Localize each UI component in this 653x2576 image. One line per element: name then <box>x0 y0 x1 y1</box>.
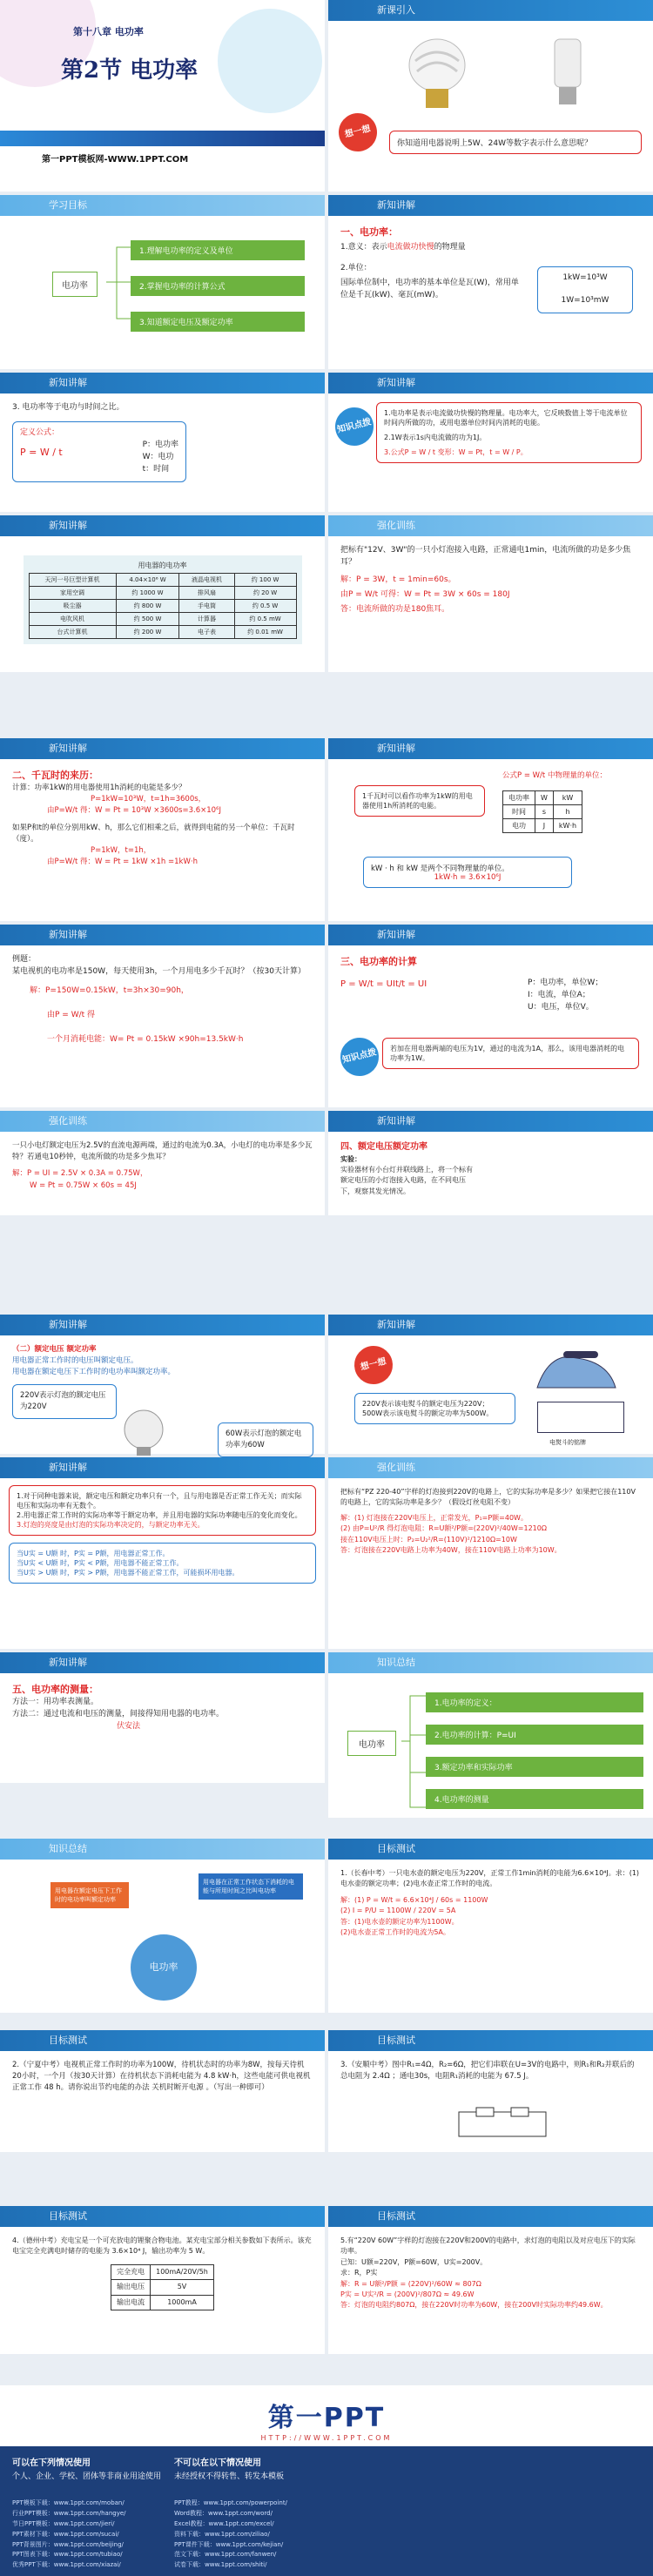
think-badge: 想一想 <box>334 109 380 155</box>
footer-link[interactable]: 节日PPT模板：www.1ppt.com/jieri/ <box>12 2519 115 2527</box>
footer-link[interactable]: Word教程：www.1ppt.com/word/ <box>174 2509 273 2517</box>
sol-2: W = Pt = 0.75W × 60s = 45J <box>30 1180 137 1190</box>
slide-rated <box>328 1111 653 1215</box>
slide-kwh <box>0 738 325 921</box>
table-cell: 输出电压 <box>111 2280 151 2295</box>
slide-summary-2 <box>0 1839 325 2013</box>
slide-measure <box>0 1652 325 1783</box>
slide-header: 学习目标 <box>0 195 325 216</box>
goal-item: 2.掌握电功率的计算公式 <box>131 276 305 296</box>
footer-link[interactable]: Excel教程：www.1ppt.com/excel/ <box>174 2519 274 2527</box>
summary-right: 用电器在正常工作状态下消耗的电能与所用时间之比叫电功率 <box>199 1873 303 1900</box>
slide-header: 知识总结 <box>328 1652 653 1673</box>
table-cell: W <box>535 791 554 805</box>
summary-center: 电功率 <box>347 1731 396 1756</box>
method-1: 方法一：用功率表测量。 <box>12 1698 99 1707</box>
footer-col1-text: 个人、企业、学校、团体等非商业用途使用 <box>12 2472 162 2481</box>
var-p: P：电功率，单位W； <box>528 979 603 988</box>
slide-calc <box>328 925 653 1107</box>
question: 4.（德州中考）充电宝是一个可充放电的锂聚合物电池。某充电宝部分相关参数如下表所示。该充电宝完全充满电时储存的电能为 3.6×10⁴ J，输出功率为 5 W。 <box>12 2236 312 2256</box>
method-3: 伏安法 <box>117 1721 141 1731</box>
find: 求：R，P实 <box>340 2269 378 2277</box>
answer: 答：灯泡的电阻约807Ω，接在220V时功率为60W，接在200V时实际功率约49.6W。 <box>340 2301 608 2310</box>
slide-header: 目标测试 <box>328 2030 653 2051</box>
answer: 答：电流所做的功是180焦耳。 <box>340 604 450 614</box>
units-title: 公式P = W/t 中物理量的单位： <box>502 771 607 780</box>
table-cell: 电功 <box>503 819 535 833</box>
slide-header: 目标测试 <box>328 2206 653 2227</box>
kwh-diff: kW · h 和 kW 是两个不同物理量的单位。 <box>371 864 509 873</box>
example-b: 由P = W/t 得 <box>47 1010 96 1019</box>
sol-1: 解：(1) 灯泡接在220V电压上，正常发光，P₁=P额=40W。 <box>340 1513 528 1522</box>
formula-label: 定义公式： <box>20 427 60 437</box>
table-cell: 约 1000 W <box>116 587 179 600</box>
table-cell: kW <box>553 791 582 805</box>
question: 把标有"12V、3W"的一只小灯泡接入电路，正常通电1min，电流所做的功是多少焦耳？ <box>340 546 631 567</box>
calc-c: 如果P和t的单位分别用kW、h，那么它们相乘之后，就得到电能的另一个单位：千瓦时（度）。 <box>12 823 295 844</box>
rule-3: 当U实 > U额 时，P实 > P额，用电器不能正常工作，可能损坏用电器。 <box>17 1569 239 1577</box>
slide-actual-power <box>0 1457 325 1649</box>
calc-d: P=1kW，t=1h， <box>91 845 151 855</box>
slide-exercise-2 <box>0 1111 325 1215</box>
footer-link[interactable]: PPT图表下载：www.1ppt.com/tubiao/ <box>12 2551 123 2559</box>
rated-voltage-note: 220V表示灯泡的额定电压为220V <box>12 1384 117 1419</box>
slide-header: 强化训练 <box>0 1111 325 1132</box>
slide-header: 新知讲解 <box>328 1315 653 1335</box>
bracket-lines <box>106 240 132 336</box>
table-cell: 电吹风机 <box>29 613 116 626</box>
summary-center: 电功率 <box>131 1934 197 2001</box>
table-row <box>503 791 582 805</box>
table-cell: 吸尘器 <box>29 600 116 613</box>
goals-center: 电功率 <box>52 272 98 297</box>
footer-link[interactable]: 试卷下载：www.1ppt.com/shiti/ <box>174 2561 267 2569</box>
bulb-icon <box>537 35 598 118</box>
slide-power-table <box>0 515 325 672</box>
footer-link[interactable]: 范文下载：www.1ppt.com/fanwen/ <box>174 2551 277 2559</box>
rated-2: 用电器在额定电压下工作时的电功率叫额定功率。 <box>12 1368 176 1377</box>
sol-label: 解： <box>340 575 357 584</box>
slide-test-1 <box>328 1839 653 2013</box>
slide-header: 新知讲解 <box>0 738 325 759</box>
slide-units <box>328 738 653 921</box>
sol-1: 解：R = U额²/P额 = (220V)²/60W ≈ 807Ω <box>340 2279 481 2288</box>
table-cell: h <box>553 805 582 819</box>
battery-table <box>111 2264 214 2310</box>
footer-links-1 <box>12 2499 126 2571</box>
table-row <box>29 600 296 613</box>
var-u: U：电压，单位V。 <box>528 1002 594 1012</box>
slide-header: 新知讲解 <box>328 738 653 759</box>
calc-e: 由P=W/t 得：W = Pt = 1kW ×1h =1kW·h <box>47 858 198 867</box>
table-cell: 约 100 W <box>234 574 296 587</box>
question: 2.（宁夏中考）电视机正常工作时的功率为100W，待机状态时的功率为8W，按每天待机20小时，一个月（按30天计算）在待机状态下消耗电能为 4.8 kW·h，这些电能可供电视机正常工作 48 h。请你说出节约电能的办法 关机时断开电源 。（写出一种即可） <box>12 2061 311 2093</box>
footer-link[interactable]: PPT素材下载：www.1ppt.com/sucai/ <box>12 2530 119 2538</box>
sol-1: 解：(1) P = W/t = 6.6×10⁴J / 60s = 1100W <box>340 1895 488 1904</box>
footer <box>0 2403 653 2576</box>
table-cell: 4.04×10⁶ W <box>116 574 179 587</box>
table-row <box>111 2295 214 2310</box>
var-w: W：电功 <box>142 452 174 461</box>
table-title: 用电器的电功率 <box>138 562 187 569</box>
calc-formula: P = W/t = UIt/t = UI <box>340 979 427 990</box>
table-row <box>503 805 582 819</box>
kwh-note: 1千瓦时可以看作功率为1kW的用电器使用1h所消耗的电能。 <box>354 785 485 817</box>
tip-2: 2.1W表示1s内电流做的功为1J。 <box>384 434 487 441</box>
footer-col2-head: 不可以在以下情况使用 <box>174 2458 261 2468</box>
table-row <box>29 574 296 587</box>
formula-intro: 3. 电功率等于电功与时间之比。 <box>12 403 125 412</box>
slide-intro <box>328 0 653 192</box>
iron-power: 500W表示该电熨斗的额定功率为500W。 <box>362 1409 494 1417</box>
summary-left: 用电器在额定电压下工作时的电功率叫额定功率 <box>50 1882 129 1908</box>
table-row <box>111 2264 214 2279</box>
point-2: 2.用电器正常工作时的实际功率等于额定功率，并且用电器的实际功率随电压的变化而变化。 <box>17 1511 302 1519</box>
tip-1: 1.电功率是表示电流做功快慢的物理量。电功率大，它反映数值上等于电流单位时间内所做的功，或用电器单位时间内消耗的电能。 <box>384 409 628 427</box>
summary-item: 4.电功率的测量 <box>426 1789 643 1809</box>
table-cell: 完全充电 <box>111 2264 151 2279</box>
answer-1: 答：(1)电水壶的额定功率为1100W。 <box>340 1917 459 1926</box>
bulb-icon <box>113 1405 174 1457</box>
def-prefix: 1.意义：表示 <box>340 243 387 252</box>
table-row <box>111 2280 214 2295</box>
table-cell: 约 20 W <box>234 587 296 600</box>
summary-item: 2.电功率的计算：P=UI <box>426 1725 643 1745</box>
var-p: P：电功率 <box>142 440 178 449</box>
think-badge: 想一想 <box>350 1342 396 1388</box>
slide-header: 目标测试 <box>0 2030 325 2051</box>
footer-link[interactable]: 优秀PPT下载：www.1ppt.com/xiazai/ <box>12 2561 121 2569</box>
power-table <box>29 573 297 639</box>
table-cell: 时间 <box>503 805 535 819</box>
kwh-conv: 1kW·h = 3.6×10⁶J <box>434 873 502 882</box>
sol-1: P = 3W，t = 1min=60s。 <box>356 575 456 584</box>
title-band <box>0 131 325 146</box>
slide-header: 目标测试 <box>328 1839 653 1860</box>
iron-voltage: 220V表示该电熨斗的额定电压为220V； <box>362 1400 489 1408</box>
unit-text: 国际单位制中，电功率的基本单位是瓦(W)，常用单位是千瓦(kW)、毫瓦(mW)。 <box>340 278 519 299</box>
question: 5.有“220V 60W”字样的灯泡接在220V和200V的电路中，求灯泡的电阻以及对应电压下的实际功率。 <box>340 2236 636 2256</box>
table-cell: 100mA/20V/5h <box>151 2264 214 2279</box>
table-cell: 计算器 <box>179 613 234 626</box>
question: 3.（安顺中考）图中R₁=4Ω，R₂=6Ω，把它们串联在U=3V的电路中，则R₁和R₂并联后的总电阻为 2.4Ω ；通电30s，电阻R₁消耗的电能为 67.5 J。 <box>340 2061 635 2082</box>
slide-exercise-1 <box>328 515 653 672</box>
tip-badge: 知识点拨 <box>336 1033 382 1079</box>
page-title: 第2节 电功率 <box>61 57 199 84</box>
example-a: 解：P=150W=0.15kW，t=3h×30=90h， <box>30 985 189 995</box>
table-cell: 排风扇 <box>179 587 234 600</box>
conv-1: 1kW=10³W <box>562 273 608 282</box>
calc-b: 由P=W/t 得：W = Pt = 10³W ×3600s=3.6×10⁶J <box>47 806 221 816</box>
slide-header: 目标测试 <box>0 2206 325 2227</box>
slide-definition <box>328 195 653 369</box>
slide-header: 新知讲解 <box>328 373 653 393</box>
method-2: 方法二：通过电流和电压的测量，间接得知用电器的电功率。 <box>12 1709 225 1718</box>
units-table <box>502 790 582 833</box>
section-title: 一、电功率： <box>340 226 398 238</box>
table-cell: 输出电流 <box>111 2295 151 2310</box>
rule-1: 当U实 = U额 时，P实 = P额，用电器正常工作。 <box>17 1550 170 1557</box>
point-3: 3.灯泡的亮度是由灯泡的实际功率决定的，与额定功率无关。 <box>17 1521 205 1529</box>
slide-summary-1 <box>328 1652 653 1818</box>
calc-q: 计算：功率1kW的用电器使用1h消耗的电能是多少？ <box>12 784 186 793</box>
tip-3: 3.公式P = W / t 变形：W = Pt，t = W / P。 <box>384 448 528 456</box>
footer-logo <box>0 2385 653 2446</box>
slide-header: 新知讲解 <box>328 925 653 945</box>
point-1: 1.对于同种电器来说，额定电压和额定功率只有一个，且与用电器是否正常工作无关；而实际电压和实际功率有无数个。 <box>17 1492 302 1510</box>
sol-3: 接在110V电压上时：P₂=U₂²/R=(110V)²/1210Ω=10W <box>340 1535 517 1544</box>
intro-question: 你知道用电器说明上5W、24W等数字表示什么意思呢？ <box>389 131 642 154</box>
slide-exercise-3 <box>328 1457 653 1649</box>
table-cell: 手电筒 <box>179 600 234 613</box>
def-suffix: 的物理量 <box>434 243 466 252</box>
footer-link[interactable]: 行业PPT模板：www.1ppt.com/hangye/ <box>12 2509 126 2517</box>
table-cell: 约 0.5 W <box>234 600 296 613</box>
sol-2: 由P = W/t 可得：W = Pt = 3W × 60s = 180J <box>340 589 510 599</box>
site-label: 第一PPT模板网-WWW.1PPT.COM <box>42 155 189 165</box>
table-cell: 家用空调 <box>29 587 116 600</box>
slide-header: 新知讲解 <box>0 373 325 393</box>
footer-link[interactable]: PPT课件下载：www.1ppt.com/kejian/ <box>174 2540 284 2548</box>
slide-iron <box>328 1315 653 1454</box>
table-row <box>503 819 582 833</box>
logo-text: 第一PPT <box>267 2403 386 2433</box>
goal-item: 3.知道额定电压及额定功率 <box>131 312 305 332</box>
answer: 答：灯泡接在220V电路上功率为40W，接在110V电路上功率为10W。 <box>340 1545 562 1554</box>
table-cell: 约 500 W <box>116 613 179 626</box>
iron-icon <box>528 1344 624 1396</box>
nameplate <box>537 1402 624 1433</box>
question: 1.（长春中考）一只电水壶的额定电压为220V，正常工作1min消耗的电能为6.6×10⁴J。求：(1)电水壶的额定功率；(2)电水壶正常工作时的电流。 <box>340 1869 640 1888</box>
footer-col1-head: 可以在下列情况使用 <box>12 2458 91 2468</box>
table-cell: s <box>535 805 554 819</box>
unit-label: 2.单位： <box>340 263 372 272</box>
section-title: 三、电功率的计算 <box>340 956 417 967</box>
footer-col2-text: 未经授权不得转售、转发本模板 <box>174 2472 285 2481</box>
nameplate-caption: 电熨斗的铭牌 <box>549 1439 586 1446</box>
exp-label: 实验： <box>340 1154 361 1163</box>
conv-2: 1W=10³mW <box>561 295 609 305</box>
slide-header: 强化训练 <box>328 1457 653 1478</box>
def-red: 电流做功快慢 <box>387 243 434 252</box>
question: 把标有“PZ 220-40”字样的灯泡接到220V的电路上，它的实际功率是多少？如果把它接在110V的电路上，它的实际功率是多少？（假设灯丝电阻不变） <box>340 1488 636 1507</box>
sol-2: (2) I = P/U = 1100W / 220V = 5A <box>340 1907 456 1915</box>
var-t: t：时间 <box>142 464 170 474</box>
table-cell: 台式计算机 <box>29 626 116 639</box>
slide-header: 新课引入 <box>328 0 653 21</box>
summary-item: 1.电功率的定义： <box>426 1692 643 1712</box>
tip-badge: 知识点拨 <box>331 403 377 449</box>
table-cell: kW·h <box>553 819 582 833</box>
slide-header: 知识总结 <box>0 1839 325 1860</box>
slide-test-4 <box>0 2206 325 2354</box>
table-cell: 液晶电视机 <box>179 574 234 587</box>
var-i: I：电流，单位A； <box>528 990 590 999</box>
table-cell: 天河一号巨型计算机 <box>29 574 116 587</box>
table-row <box>29 613 296 626</box>
table-cell: 电功率 <box>503 791 535 805</box>
slide-header: 新知讲解 <box>0 925 325 945</box>
rated-1: 用电器正常工作时的电压叫额定电压。 <box>12 1356 138 1366</box>
table-cell: 1000mA <box>151 2295 214 2310</box>
sol-2: (2) 由P=U²/R 得灯泡电阻：R=U额²/P额=(220V)²/40W=1210Ω <box>340 1524 547 1533</box>
example-c: 一个月消耗电能：W= Pt = 0.15kW ×90h=13.5kW·h <box>47 1034 244 1044</box>
table-cell: 约 0.5 mW <box>234 613 296 626</box>
slide-title <box>0 0 325 192</box>
table-cell: 5V <box>151 2280 214 2295</box>
table-cell: J <box>535 819 554 833</box>
slide-test-2 <box>0 2030 325 2152</box>
calc-a: P=1kW=10³W，t=1h=3600s， <box>91 795 206 804</box>
sol-2: P实 = U实²/R = (200V)²/807Ω ≈ 49.6W <box>340 2290 475 2298</box>
slide-goals <box>0 195 325 369</box>
logo-url[interactable]: HTTP://WWW.1PPT.COM <box>260 2434 393 2442</box>
section-title: （二）额定电压 额定功率 <box>12 1345 97 1354</box>
slide-test-3 <box>328 2030 653 2152</box>
unit-conversion <box>537 266 633 313</box>
rated-power-note: 60W表示灯泡的额定电功率为60W <box>218 1423 313 1457</box>
sol-1: 解：P = UI = 2.5V × 0.3A = 0.75W， <box>12 1169 148 1179</box>
chapter-label: 第十八章 电功率 <box>73 26 144 37</box>
slide-header: 新知讲解 <box>0 1652 325 1673</box>
calc-note: 若加在用电器两端的电压为1V，通过的电流为1A，那么，该用电器消耗的电功率为1W。 <box>382 1038 639 1069</box>
slide-header: 新知讲解 <box>328 1111 653 1132</box>
footer-link[interactable]: PPT教程：www.1ppt.com/powerpoint/ <box>174 2499 287 2506</box>
decor-blob <box>218 9 322 113</box>
goal-item: 1.理解电功率的定义及单位 <box>131 240 305 260</box>
section-title: 五、电功率的测量： <box>12 1684 98 1695</box>
slide-tips <box>328 373 653 512</box>
slide-example <box>0 925 325 1107</box>
table-cell: 电子表 <box>179 626 234 639</box>
bracket-lines <box>401 1687 427 1809</box>
known: 已知：U额=220V，P额=60W，U实=200V。 <box>340 2257 488 2266</box>
slide-rated-def <box>0 1315 325 1454</box>
slide-header: 强化训练 <box>328 515 653 536</box>
bulb-icon <box>398 35 476 118</box>
footer-links-2 <box>174 2499 287 2571</box>
slide-header: 新知讲解 <box>0 1315 325 1335</box>
answer-2: (2)电水壶正常工作时的电流为5A。 <box>340 1927 450 1936</box>
slide-header: 新知讲解 <box>0 515 325 536</box>
table-row <box>29 626 296 639</box>
slide-header: 新知讲解 <box>0 1457 325 1478</box>
formula: P = W / t <box>20 446 63 458</box>
exp-text: 实验器材有小台灯并联线路上，将一个标有额定电压的小灯泡接入电路，在不同电压下，观察其发光情况。 <box>340 1165 473 1195</box>
circuit-diagram <box>450 2105 555 2143</box>
section-title: 四、额定电压额定功率 <box>340 1142 427 1152</box>
example-label: 例题： <box>12 955 37 964</box>
footer-link[interactable]: PPT背景图片：www.1ppt.com/beijing/ <box>12 2540 124 2548</box>
summary-item: 3.额定功率和实际功率 <box>426 1757 643 1777</box>
example-text: 某电视机的电功率是150W，每天使用3h，一个月用电多少千瓦时？（按30天计算） <box>12 966 306 976</box>
slide-header: 新知讲解 <box>328 195 653 216</box>
rule-2: 当U实 < U额 时，P实 < P额，用电器不能正常工作。 <box>17 1559 184 1567</box>
table-row <box>29 587 296 600</box>
footer-link[interactable]: 资料下载：www.1ppt.com/ziliao/ <box>174 2530 270 2538</box>
slide-test-5 <box>328 2206 653 2354</box>
question: 一只小电灯额定电压为2.5V的直流电源两端，通过的电流为0.3A，小电灯的电功率是多少瓦特？若通电10秒钟，电流所做的功是多少焦耳？ <box>12 1141 313 1162</box>
slide-formula <box>0 373 325 512</box>
footer-link[interactable]: PPT模板下载：www.1ppt.com/moban/ <box>12 2499 125 2506</box>
table-cell: 约 800 W <box>116 600 179 613</box>
section-title: 二、千瓦时的来历： <box>12 770 98 781</box>
table-cell: 约 0.01 mW <box>234 626 296 639</box>
table-cell: 约 200 W <box>116 626 179 639</box>
